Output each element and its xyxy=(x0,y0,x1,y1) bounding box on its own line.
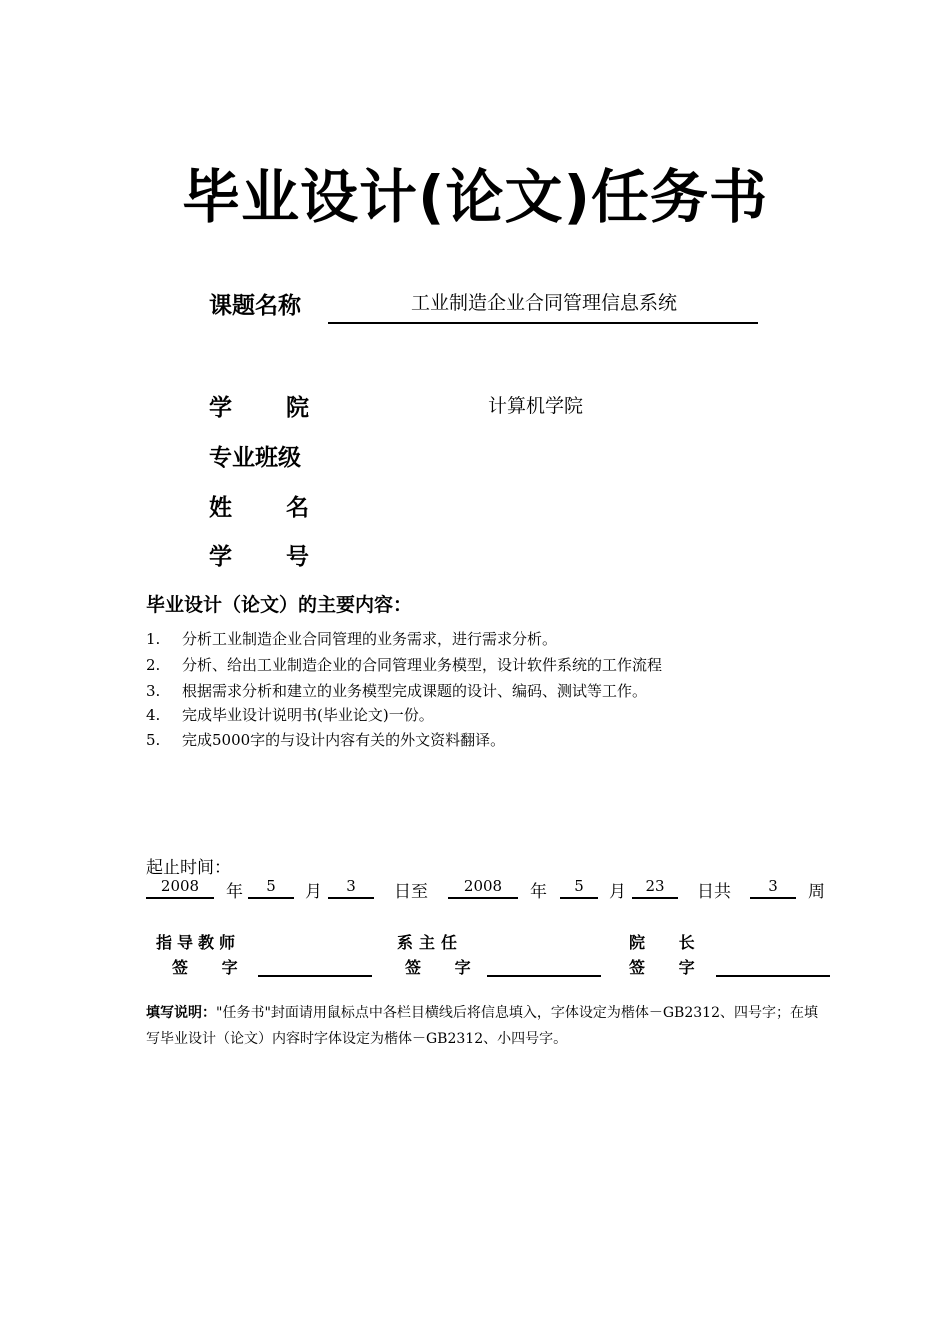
end-year-unit: 年 xyxy=(530,882,547,902)
dean-signature-field[interactable] xyxy=(716,975,830,977)
dept-head-label: 系主任 xyxy=(397,933,464,952)
start-year-underline xyxy=(146,897,214,899)
start-day-underline xyxy=(328,897,374,899)
start-year-field[interactable]: 2008 xyxy=(160,877,200,895)
advisor-label: 指导教师 xyxy=(156,933,241,952)
content-item: 2. 分析、给出工业制造企业的合同管理业务模型，设计软件系统的工作流程 xyxy=(146,656,663,674)
start-month-underline xyxy=(248,897,294,899)
fill-instructions xyxy=(146,1000,826,1052)
dept-head-sign-label: 签 字 xyxy=(405,958,485,977)
fill-instructions-label: 填写说明： xyxy=(146,1005,216,1021)
content-item: 5. 完成5000字的与设计内容有关的外文资料翻译。 xyxy=(146,731,506,749)
end-year-field[interactable]: 2008 xyxy=(463,877,503,895)
student-id-label-a: 学 xyxy=(209,544,232,570)
start-month-field[interactable]: 5 xyxy=(266,877,276,895)
end-day-unit: 日共 xyxy=(697,882,731,902)
topic-underline xyxy=(328,322,758,324)
name-label-a: 姓 xyxy=(209,495,232,521)
end-day-field[interactable]: 23 xyxy=(645,877,665,895)
end-month-unit: 月 xyxy=(609,882,626,902)
weeks-unit: 周 xyxy=(808,882,825,902)
page-title: 毕业设计(论文)任务书 xyxy=(181,163,769,231)
college-label-b: 院 xyxy=(286,395,309,421)
dean-sign-label: 签 字 xyxy=(629,958,709,977)
college-label-a: 学 xyxy=(209,395,232,421)
end-day-underline xyxy=(632,897,678,899)
advisor-sign-label: 签 字 xyxy=(172,958,252,977)
weeks-field[interactable]: 3 xyxy=(768,877,778,895)
start-day-unit: 日至 xyxy=(394,882,428,902)
topic-field[interactable]: 工业制造企业合同管理信息系统 xyxy=(410,292,677,314)
dean-label: 院 长 xyxy=(629,933,709,952)
period-label: 起止时间： xyxy=(146,858,231,878)
major-class-label: 专业班级 xyxy=(209,445,301,471)
college-field[interactable]: 计算机学院 xyxy=(488,395,584,417)
start-year-unit: 年 xyxy=(226,882,243,902)
student-id-label-b: 号 xyxy=(286,544,309,570)
dept-head-signature-field[interactable] xyxy=(487,975,601,977)
name-label-b: 名 xyxy=(286,495,309,521)
end-month-field[interactable]: 5 xyxy=(574,877,584,895)
weeks-underline xyxy=(750,897,796,899)
end-year-underline xyxy=(448,897,518,899)
fill-instructions-text: "任务书"封面请用鼠标点中各栏目横线后将信息填入，字体设定为楷体－GB2312、四号字；在填写毕业设计（论文）内容时字体设定为楷体－GB2312、小四号字。 xyxy=(146,1005,818,1047)
topic-label: 课题名称 xyxy=(209,293,301,319)
end-month-underline xyxy=(560,897,598,899)
start-month-unit: 月 xyxy=(305,882,322,902)
content-item: 1. 分析工业制造企业合同管理的业务需求，进行需求分析。 xyxy=(146,630,558,648)
content-item: 3. 根据需求分析和建立的业务模型完成课题的设计、编码、测试等工作。 xyxy=(146,682,648,700)
advisor-signature-field[interactable] xyxy=(258,975,372,977)
content-heading: 毕业设计（论文）的主要内容： xyxy=(146,594,413,616)
start-day-field[interactable]: 3 xyxy=(346,877,356,895)
content-item: 4. 完成毕业设计说明书(毕业论文)一份。 xyxy=(146,706,434,724)
